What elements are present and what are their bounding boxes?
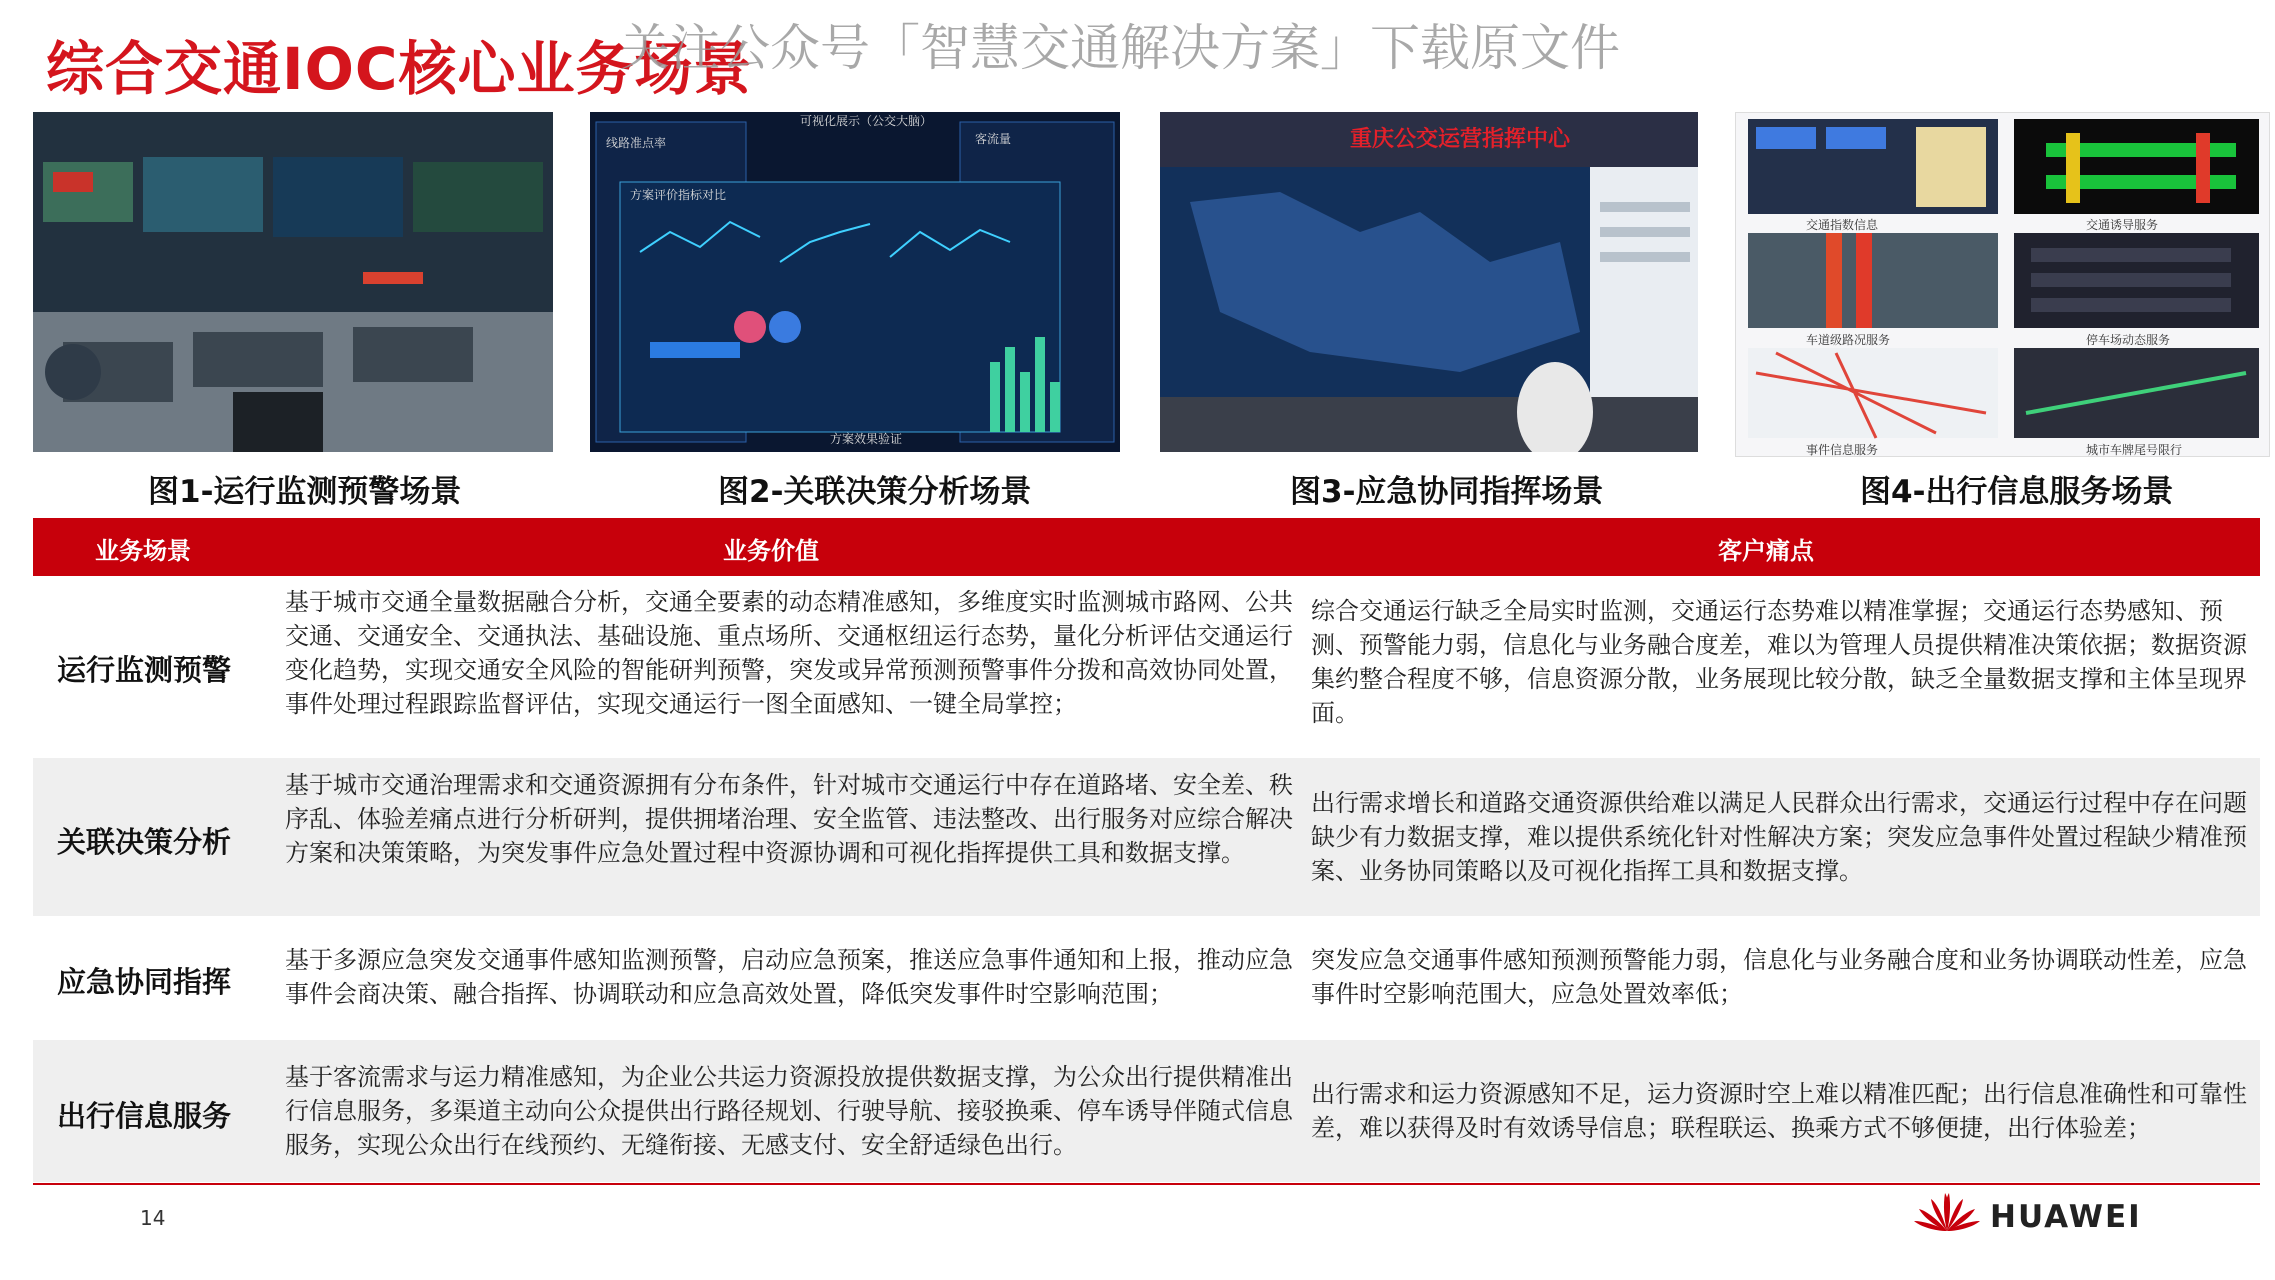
analysis-dashboard-image (590, 112, 1120, 452)
travel-info-screens (1736, 113, 2270, 457)
row-value: 基于多源应急突发交通事件感知监测预警，启动应急预案，推送应急事件通知和上报，推动应急事件会商决策、融合指挥、协调联动和应急高效处置，降低突发事件时空影响范围； (285, 946, 1293, 1008)
row-pain: 出行需求增长和道路交通资源供给难以满足人民群众出行需求，交通运行过程中存在问题缺少有力数据支撑，难以提供系统化针对性解决方案；突发应急事件处置过程缺少精准预案、业务协同策略以及可视化指挥工具和数据支撑。 (1311, 789, 2247, 885)
row-pain: 出行需求和运力资源感知不足，运力资源时空上难以精准匹配；出行信息准确性和可靠性差，难以获得及时有效诱导信息；联程联运、换乘方式不够便捷，出行体验差； (1311, 1080, 2247, 1142)
screen-label: 交通诱导服务 (2086, 218, 2159, 232)
figure-decision-analysis (590, 112, 1120, 452)
figure-travel-info (1735, 112, 2270, 457)
dashboard-title: 可视化展示（公交大脑） (800, 114, 933, 128)
figure-caption: 图2-关联决策分析场景 (718, 474, 1032, 510)
row-scene: 出行信息服务 (57, 1099, 232, 1133)
figure-emergency-command (1160, 112, 1698, 452)
dashboard-label: 方案评价指标对比 (630, 188, 727, 202)
figure-caption: 图4-出行信息服务场景 (1860, 474, 2174, 510)
slide-title: 综合交通IOC核心业务场景 (46, 35, 753, 103)
table-row (33, 576, 2260, 758)
column-header-scene: 业务场景 (95, 537, 191, 565)
watermark: 关注公众号「智慧交通解决方案」下载原文件 (620, 19, 1620, 77)
figure-caption: 图1-运行监测预警场景 (148, 474, 462, 510)
command-center-title: 重庆公交运营指挥中心 (1350, 127, 1571, 152)
screen-label: 城市车牌尾号限行 (2086, 443, 2183, 457)
figure-caption: 图3-应急协同指挥场景 (1290, 474, 1604, 510)
brand-name: HUAWEI (1990, 1199, 2142, 1235)
figure-operation-monitoring (33, 112, 553, 452)
column-header-pain: 客户痛点 (1718, 537, 1814, 565)
row-pain: 突发应急交通事件感知预测预警能力弱，信息化与业务融合度和业务协调联动性差，应急事件时空影响范围大，应急处置效率低； (1311, 946, 2247, 1008)
row-value: 基于城市交通全量数据融合分析，交通全要素的动态精准感知，多维度实时监测城市路网、公共交通、交通安全、交通执法、基础设施、重点场所、交通枢纽运行态势，量化分析评估交通运行变化趋势，实现交通安全风险的智能研判预警，突发或异常预测预警事件分拨和高效协同处置，事件处理过程跟踪监督评估，实现交通运行一图全面感知、一键全局掌控； (285, 588, 1293, 718)
screen-label: 车道级路况服务 (1806, 333, 1891, 347)
page-number: 14 (140, 1206, 166, 1230)
row-scene: 应急协同指挥 (57, 965, 232, 999)
row-value: 基于城市交通治理需求和交通资源拥有分布条件，针对城市交通运行中存在道路堵、安全差、秩序乱、体验差痛点进行分析研判，提供拥堵治理、安全监管、违法整改、出行服务对应综合解决方案和决策策略，为突发事件应急处置过程中资源协调和可视化指挥提供工具和数据支撑。 (285, 771, 1293, 867)
row-pain: 综合交通运行缺乏全局实时监测，交通运行态势难以精准掌握；交通运行态势感知、预测、预警能力弱，信息化与业务融合度差，难以为管理人员提供精准决策依据；数据资源集约整合程度不够，信息资源分散，业务展现比较分散，缺乏全量数据支撑和主体呈现界面。 (1311, 597, 2247, 727)
screen-label: 交通指数信息 (1806, 218, 1879, 232)
screen-label: 事件信息服务 (1806, 443, 1879, 457)
bottom-divider (33, 1183, 2260, 1185)
control-room-photo (33, 112, 553, 452)
table-header (33, 518, 2260, 576)
screen-label: 停车场动态服务 (2086, 333, 2171, 347)
row-scene: 关联决策分析 (57, 825, 232, 859)
huawei-flower-icon (1912, 1187, 1982, 1239)
command-center-photo (1160, 112, 1698, 452)
table-row (33, 758, 2260, 916)
table-row (33, 916, 2260, 1040)
row-scene: 运行监测预警 (57, 653, 232, 687)
column-header-value: 业务价值 (723, 537, 819, 565)
dashboard-label: 方案效果验证 (830, 432, 903, 446)
dashboard-label: 线路准点率 (606, 136, 667, 150)
dashboard-label: 客流量 (975, 132, 1012, 146)
huawei-logo (1912, 1187, 2152, 1239)
row-value: 基于客流需求与运力精准感知，为企业公共运力资源投放提供数据支撑，为公众出行提供精准出行信息服务，多渠道主动向公众提供出行路径规划、行驶导航、接驳换乘、停车诱导伴随式信息服务，实现公众出行在线预约、无缝衔接、无感支付、安全舒适绿色出行。 (285, 1063, 1293, 1159)
table-row (33, 1040, 2260, 1182)
